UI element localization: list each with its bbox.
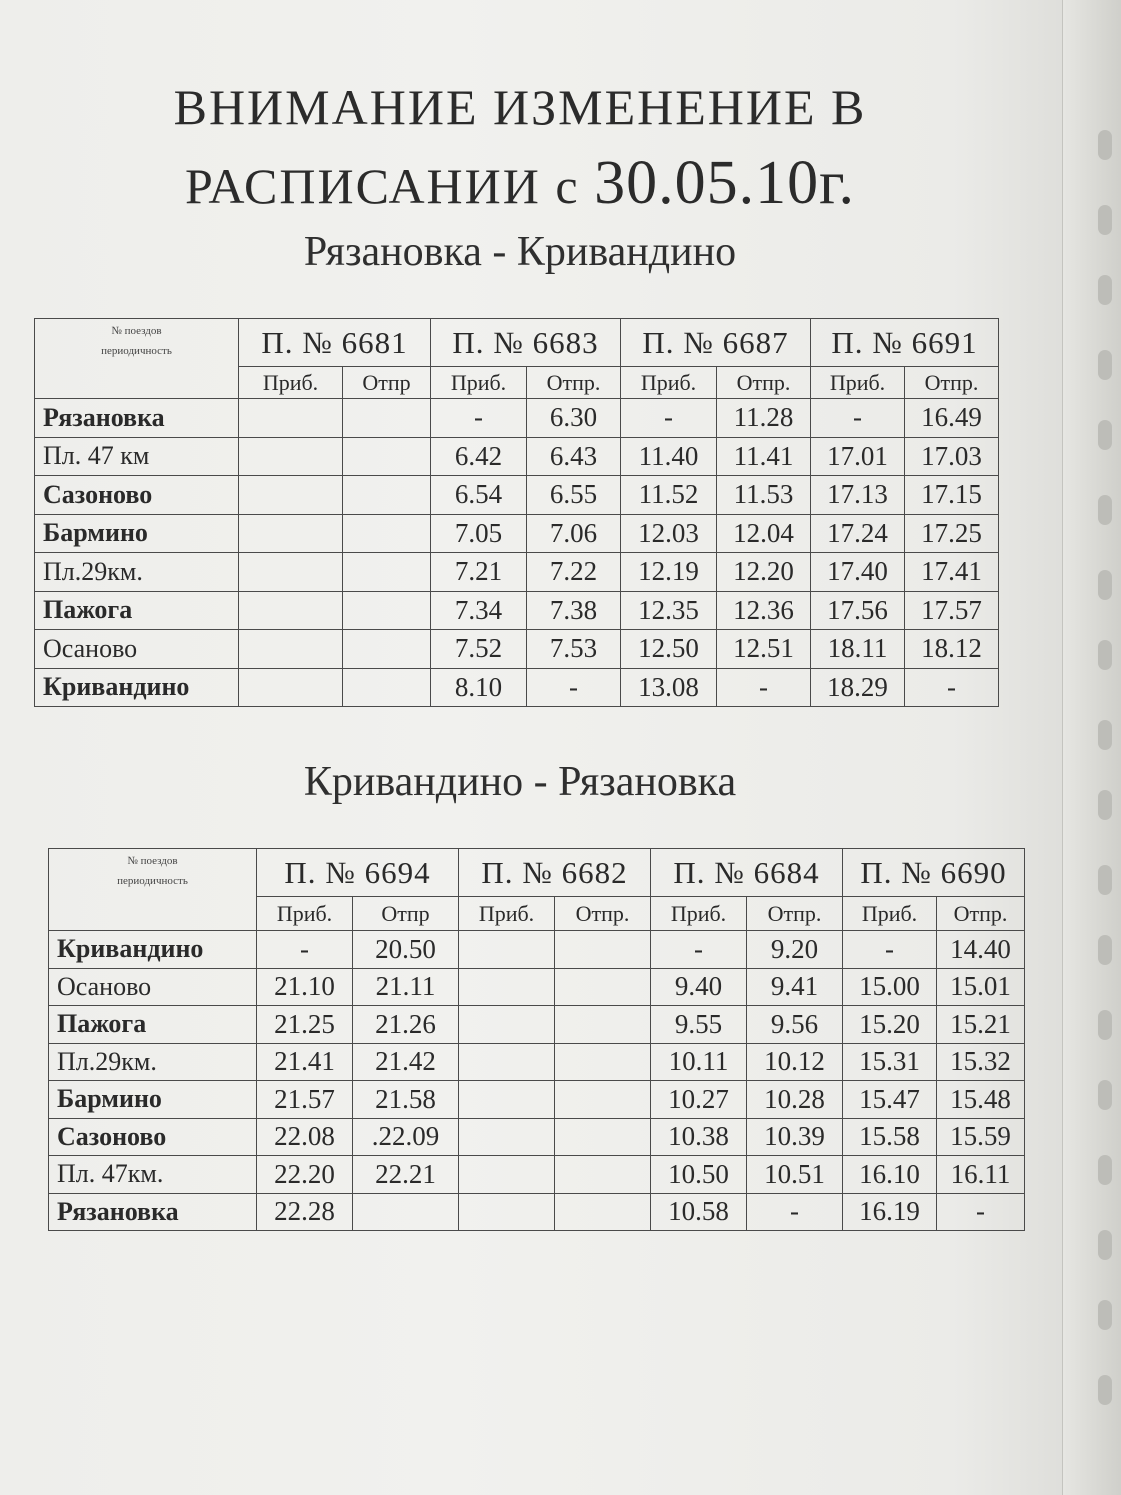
arrival-time: 22.20 <box>257 1156 353 1194</box>
arrival-time: 10.38 <box>651 1118 747 1156</box>
arrival-time <box>459 1156 555 1194</box>
station-name: Пл. 47 км <box>35 437 239 476</box>
table-row <box>49 968 1025 1006</box>
station-name: Бармино <box>35 514 239 553</box>
arrival-time: 7.52 <box>431 630 527 669</box>
arrival-time: 9.40 <box>651 968 747 1006</box>
arrival-time <box>459 931 555 969</box>
arrival-time <box>459 1193 555 1231</box>
station-name: Бармино <box>49 1081 257 1119</box>
arrival-time: 12.35 <box>621 591 717 630</box>
arrival-time <box>459 1006 555 1044</box>
corner-header-line1: № поездов <box>111 325 162 337</box>
train-header-row <box>49 849 1025 897</box>
punch-hole <box>1098 420 1112 450</box>
arrival-time: 10.27 <box>651 1081 747 1119</box>
arrival-header: Приб. <box>621 367 717 399</box>
punch-hole <box>1098 275 1112 305</box>
arrival-time: 15.31 <box>843 1043 937 1081</box>
table-row <box>35 668 999 707</box>
departure-time: 16.11 <box>937 1156 1025 1194</box>
departure-time: 17.15 <box>905 476 999 515</box>
train-number-header: П. № 6684 <box>651 849 843 897</box>
punch-hole <box>1098 720 1112 750</box>
departure-time: 10.39 <box>747 1118 843 1156</box>
departure-time: 17.41 <box>905 553 999 592</box>
arrival-time <box>459 968 555 1006</box>
arrival-time: 16.19 <box>843 1193 937 1231</box>
table-row <box>49 1081 1025 1119</box>
punch-hole <box>1098 205 1112 235</box>
arrival-time: 13.08 <box>621 668 717 707</box>
arrival-time: 12.50 <box>621 630 717 669</box>
departure-time <box>343 399 431 438</box>
table-row <box>49 1118 1025 1156</box>
arrival-time: 6.42 <box>431 437 527 476</box>
departure-header: Отпр. <box>717 367 811 399</box>
departure-time: 10.12 <box>747 1043 843 1081</box>
departure-time <box>555 1006 651 1044</box>
station-name: Пажога <box>35 591 239 630</box>
table-row <box>35 591 999 630</box>
departure-header: Отпр. <box>937 897 1025 931</box>
arrival-header: Приб. <box>431 367 527 399</box>
punch-hole <box>1098 790 1112 820</box>
departure-time: 20.50 <box>353 931 459 969</box>
table-row <box>35 514 999 553</box>
table-row <box>35 476 999 515</box>
arrival-time: 10.50 <box>651 1156 747 1194</box>
arrival-time: 21.41 <box>257 1043 353 1081</box>
train-header-row <box>35 319 999 367</box>
route-title-1: Рязановка - Кривандино <box>303 229 737 275</box>
departure-time: 21.11 <box>353 968 459 1006</box>
station-name: Кривандино <box>49 931 257 969</box>
departure-header: Отпр. <box>747 897 843 931</box>
arrival-time <box>239 399 343 438</box>
departure-time <box>555 1081 651 1119</box>
departure-time: 21.26 <box>353 1006 459 1044</box>
departure-time <box>555 1118 651 1156</box>
arrival-time: 16.10 <box>843 1156 937 1194</box>
departure-time: - <box>747 1193 843 1231</box>
arrival-time: 18.29 <box>811 668 905 707</box>
arrival-time: 8.10 <box>431 668 527 707</box>
departure-time: 7.53 <box>527 630 621 669</box>
arrival-time: 15.58 <box>843 1118 937 1156</box>
arrival-time: 11.40 <box>621 437 717 476</box>
arrival-time: 21.57 <box>257 1081 353 1119</box>
arrival-time: - <box>621 399 717 438</box>
arrival-time: 22.08 <box>257 1118 353 1156</box>
departure-time: 17.03 <box>905 437 999 476</box>
train-number-header: П. № 6682 <box>459 849 651 897</box>
arrival-time: 21.10 <box>257 968 353 1006</box>
notice-title-line1: ВНИМАНИЕ ИЗМЕНЕНИЕ В <box>173 79 867 135</box>
arrival-time <box>239 630 343 669</box>
departure-time: 15.01 <box>937 968 1025 1006</box>
arrival-time: 10.11 <box>651 1043 747 1081</box>
station-name: Пажога <box>49 1006 257 1044</box>
departure-time <box>353 1193 459 1231</box>
punch-hole <box>1098 570 1112 600</box>
arrival-header: Приб. <box>843 897 937 931</box>
train-number-header: П. № 6683 <box>431 319 621 367</box>
departure-time: 17.57 <box>905 591 999 630</box>
punch-hole <box>1098 350 1112 380</box>
departure-time: 14.40 <box>937 931 1025 969</box>
corner-header-line2: периодичность <box>101 345 172 357</box>
train-number-header: П. № 6691 <box>811 319 999 367</box>
departure-time: 9.41 <box>747 968 843 1006</box>
departure-time: 18.12 <box>905 630 999 669</box>
departure-time <box>555 1156 651 1194</box>
table-row <box>35 399 999 438</box>
arrival-header: Приб. <box>459 897 555 931</box>
punch-hole <box>1098 1230 1112 1260</box>
table-row <box>35 630 999 669</box>
departure-time <box>343 476 431 515</box>
punch-hole <box>1098 1010 1112 1040</box>
departure-time: 21.58 <box>353 1081 459 1119</box>
arrival-time: 15.20 <box>843 1006 937 1044</box>
departure-time <box>555 1193 651 1231</box>
arrival-time: - <box>651 931 747 969</box>
arrival-time: 7.21 <box>431 553 527 592</box>
departure-time: 12.51 <box>717 630 811 669</box>
arrival-time <box>239 476 343 515</box>
departure-time: 6.30 <box>527 399 621 438</box>
departure-time: 11.41 <box>717 437 811 476</box>
route-title-2: Кривандино - Рязановка <box>303 759 737 805</box>
departure-header: Отпр. <box>555 897 651 931</box>
arrival-time: 9.55 <box>651 1006 747 1044</box>
arrival-time: 22.28 <box>257 1193 353 1231</box>
effective-date: 30.05.10г. <box>594 149 856 217</box>
departure-time: 7.22 <box>527 553 621 592</box>
arrival-time: 11.52 <box>621 476 717 515</box>
arrival-time: 17.56 <box>811 591 905 630</box>
table-row <box>35 437 999 476</box>
departure-header: Отпр. <box>527 367 621 399</box>
corner-header-line1: № поездов <box>127 855 178 867</box>
departure-time: 10.51 <box>747 1156 843 1194</box>
departure-time: .22.09 <box>353 1118 459 1156</box>
arrival-time: - <box>431 399 527 438</box>
punch-hole <box>1098 640 1112 670</box>
punch-hole <box>1098 1155 1112 1185</box>
departure-time: 7.38 <box>527 591 621 630</box>
station-name: Сазоново <box>49 1118 257 1156</box>
departure-time <box>555 1043 651 1081</box>
arrival-time <box>459 1043 555 1081</box>
station-name: Осаново <box>49 968 257 1006</box>
punch-hole <box>1098 1300 1112 1330</box>
departure-time: 15.21 <box>937 1006 1025 1044</box>
arrival-time: 17.40 <box>811 553 905 592</box>
departure-header: Отпр. <box>905 367 999 399</box>
schedule-table-1 <box>34 318 999 707</box>
arrival-time: 7.05 <box>431 514 527 553</box>
arrival-time <box>459 1118 555 1156</box>
station-name: Рязановка <box>35 399 239 438</box>
train-number-header: П. № 6690 <box>843 849 1025 897</box>
punch-hole <box>1098 1080 1112 1110</box>
departure-time <box>343 437 431 476</box>
arrival-time: 18.11 <box>811 630 905 669</box>
departure-time: 9.20 <box>747 931 843 969</box>
departure-time <box>555 968 651 1006</box>
arrival-time <box>239 514 343 553</box>
arrival-time <box>239 553 343 592</box>
departure-time: 11.53 <box>717 476 811 515</box>
departure-time: 10.28 <box>747 1081 843 1119</box>
departure-time: - <box>527 668 621 707</box>
table-row <box>49 1043 1025 1081</box>
departure-time: 15.32 <box>937 1043 1025 1081</box>
departure-time <box>555 931 651 969</box>
arrival-time <box>239 668 343 707</box>
departure-time: - <box>937 1193 1025 1231</box>
punch-hole <box>1098 935 1112 965</box>
train-number-header: П. № 6687 <box>621 319 811 367</box>
departure-time: 7.06 <box>527 514 621 553</box>
arrival-header: Приб. <box>257 897 353 931</box>
departure-time: 6.55 <box>527 476 621 515</box>
station-name: Рязановка <box>49 1193 257 1231</box>
departure-time <box>343 514 431 553</box>
table-row <box>49 1193 1025 1231</box>
station-name: Сазоново <box>35 476 239 515</box>
notice-title-line2 <box>0 148 1040 219</box>
departure-time: - <box>717 668 811 707</box>
arrival-time: - <box>257 931 353 969</box>
departure-time: 22.21 <box>353 1156 459 1194</box>
table-row <box>49 1006 1025 1044</box>
departure-time <box>343 553 431 592</box>
punch-hole <box>1098 865 1112 895</box>
departure-time: 17.25 <box>905 514 999 553</box>
departure-time: 12.04 <box>717 514 811 553</box>
station-name: Осаново <box>35 630 239 669</box>
train-number-header: П. № 6681 <box>239 319 431 367</box>
arrival-time: 17.01 <box>811 437 905 476</box>
arrival-time: 15.47 <box>843 1081 937 1119</box>
table-row <box>49 1156 1025 1194</box>
corner-header-line2: периодичность <box>117 875 188 887</box>
arrival-time: 12.19 <box>621 553 717 592</box>
arrival-time: 7.34 <box>431 591 527 630</box>
arrival-header: Приб. <box>651 897 747 931</box>
arrival-time: 12.03 <box>621 514 717 553</box>
departure-header: Отпр <box>353 897 459 931</box>
table-row <box>49 931 1025 969</box>
arrival-time <box>239 437 343 476</box>
sleeve-edge <box>1062 0 1121 1495</box>
arrival-time: 6.54 <box>431 476 527 515</box>
arrival-time: - <box>811 399 905 438</box>
arrival-time <box>239 591 343 630</box>
punch-hole <box>1098 495 1112 525</box>
arrival-time: - <box>843 931 937 969</box>
departure-time: 15.48 <box>937 1081 1025 1119</box>
schedule-table-2 <box>48 848 1025 1231</box>
departure-time: 15.59 <box>937 1118 1025 1156</box>
train-number-header: П. № 6694 <box>257 849 459 897</box>
arrival-header: Приб. <box>239 367 343 399</box>
station-name: Пл. 47км. <box>49 1156 257 1194</box>
station-name: Кривандино <box>35 668 239 707</box>
departure-time <box>343 630 431 669</box>
corner-header <box>35 319 239 399</box>
departure-time: 12.20 <box>717 553 811 592</box>
arrival-header: Приб. <box>811 367 905 399</box>
punch-hole <box>1098 1375 1112 1405</box>
departure-time: - <box>905 668 999 707</box>
station-name: Пл.29км. <box>35 553 239 592</box>
departure-time: 16.49 <box>905 399 999 438</box>
corner-header <box>49 849 257 931</box>
departure-header: Отпр <box>343 367 431 399</box>
arrival-time: 10.58 <box>651 1193 747 1231</box>
arrival-time: 17.24 <box>811 514 905 553</box>
arrival-time <box>459 1081 555 1119</box>
station-name: Пл.29км. <box>49 1043 257 1081</box>
departure-time <box>343 668 431 707</box>
departure-time: 12.36 <box>717 591 811 630</box>
notice-title-prefix: РАСПИСАНИИ с <box>184 158 595 214</box>
departure-time: 9.56 <box>747 1006 843 1044</box>
departure-time: 21.42 <box>353 1043 459 1081</box>
departure-time: 11.28 <box>717 399 811 438</box>
arrival-time: 17.13 <box>811 476 905 515</box>
table-row <box>35 553 999 592</box>
departure-time: 6.43 <box>527 437 621 476</box>
punch-hole <box>1098 130 1112 160</box>
departure-time <box>343 591 431 630</box>
arrival-time: 15.00 <box>843 968 937 1006</box>
arrival-time: 21.25 <box>257 1006 353 1044</box>
